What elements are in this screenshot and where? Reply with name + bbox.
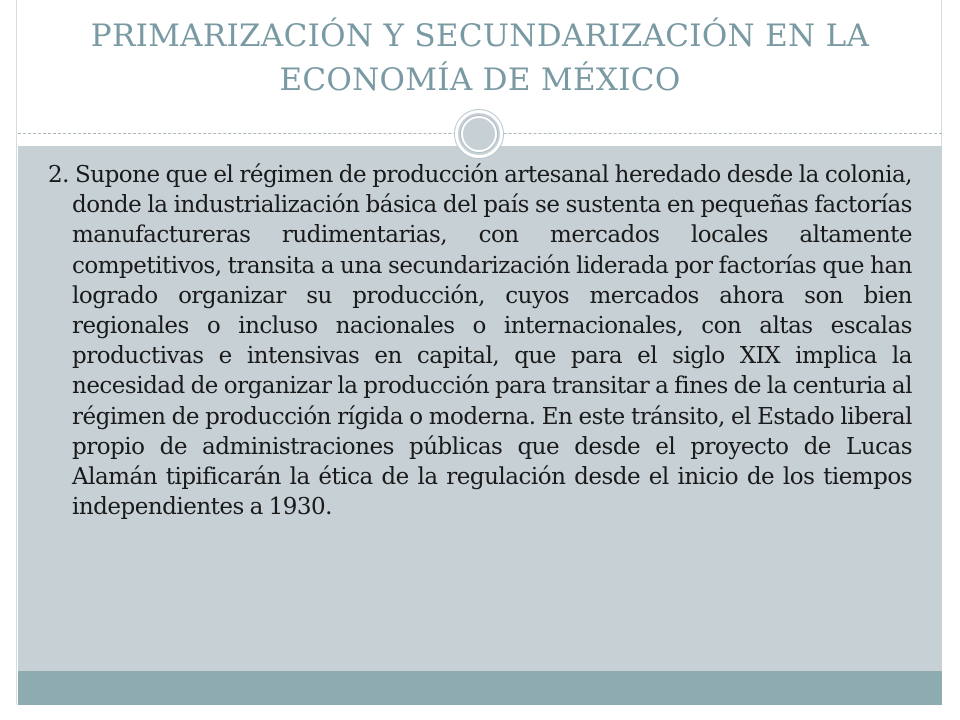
decorative-circle-icon	[455, 110, 503, 158]
slide-title: PRIMARIZACIÓN Y SECUNDARIZACIÓN EN LA ECONOMÍA DE MÉXICO	[90, 18, 870, 98]
slide-body-text: 2. Supone que el régimen de producción artesanal heredado desde la colonia, donde la industrialización básica del país se sustenta en pequeñas factorías manufactureras rudimentarias, con mercados locales altamente competitivos, transita a una secundarización liderada por factorías que han logrado organizar su producción, cuyos mercados ahora son bien regionales o incluso nacionales o internacionales, con altas escalas productivas e intensivas en capital, que para el siglo XIX implica la necesidad de organizar la producción para transitar a fines de la centuria al régimen de producción rígida o moderna. En este tránsito, el Estado liberal propio de administraciones públicas que desde el proyecto de Lucas Alamán tipificarán la ética de la regulación desde el inicio de los tiempos independientes a 1930.	[48, 162, 912, 521]
footer-bar	[18, 671, 942, 705]
